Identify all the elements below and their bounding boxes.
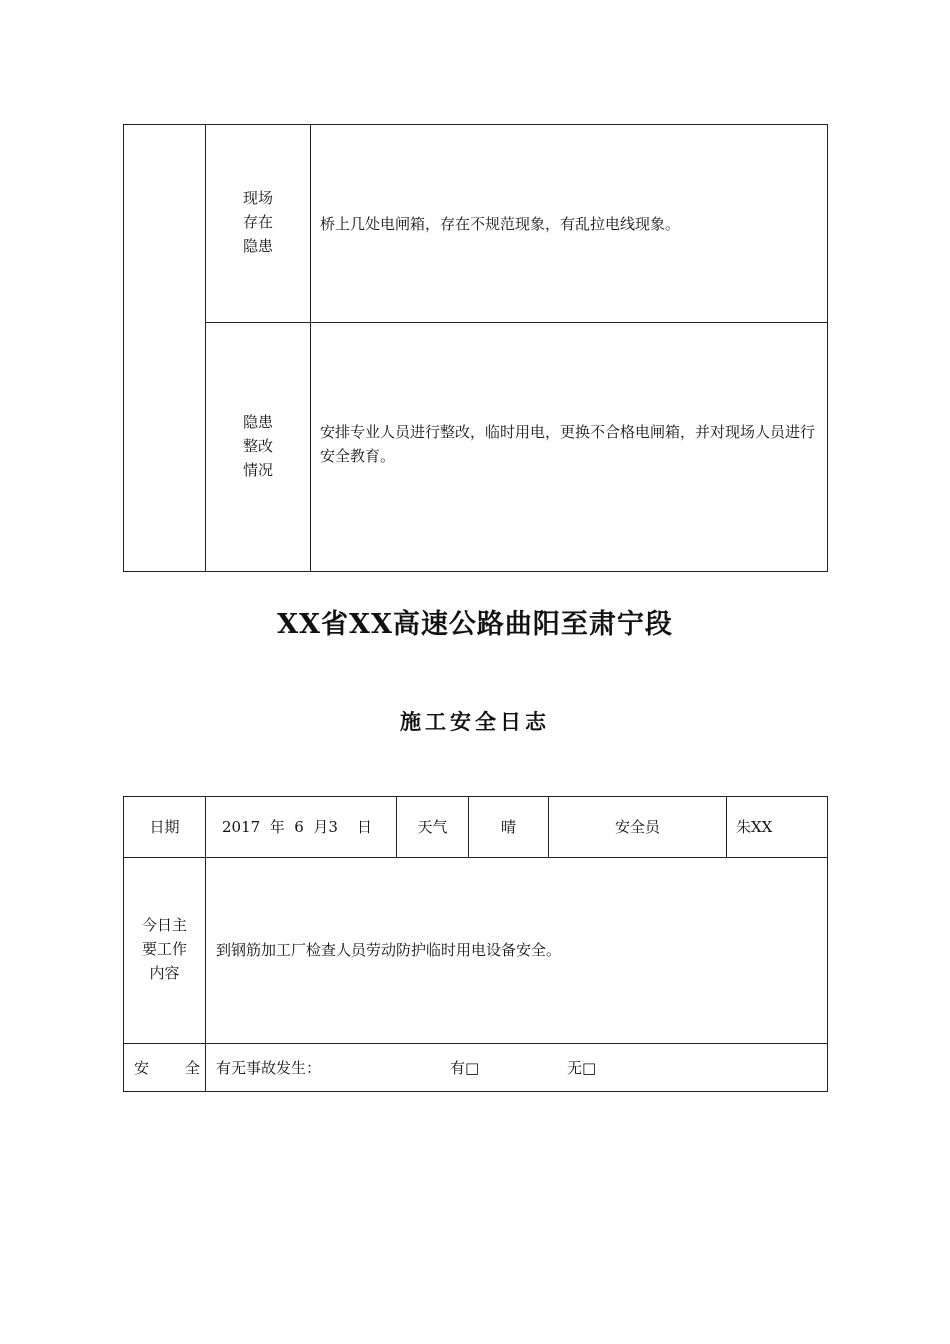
date-value: 2017 年 6 月3 日: [222, 818, 372, 836]
option-no: 无□: [567, 1059, 597, 1077]
hazard-label: 现场 存在 隐患: [242, 189, 273, 255]
weather-value: 晴: [500, 818, 516, 836]
hazard-content: 桥上几处电闸箱，存在不规范现象，有乱拉电线现象。: [320, 215, 681, 233]
work-content: 到钢筋加工厂检查人员劳动防护临时用电设备安全。: [216, 941, 562, 959]
document-title: XX省XX高速公路曲阳至肃宁段: [277, 609, 673, 640]
safety-officer-value: 朱XX: [736, 818, 773, 836]
safety-label: 安 全: [134, 1059, 200, 1077]
weather-label: 天气: [417, 818, 448, 836]
option-yes: 有□: [450, 1059, 480, 1077]
work-content-label: 今日主 要工作 内容: [141, 916, 187, 982]
date-label: 日期: [149, 818, 180, 836]
rectification-label: 隐患 整改 情况: [242, 413, 273, 479]
document-subtitle: 施工安全日志: [400, 709, 550, 734]
accident-question: 有无事故发生：: [216, 1059, 322, 1077]
rectification-content: 安排专业人员进行整改，临时用电，更换不合格电闸箱，并对现场人员进行安全教育。: [320, 423, 816, 465]
safety-officer-label: 安全员: [614, 818, 660, 836]
